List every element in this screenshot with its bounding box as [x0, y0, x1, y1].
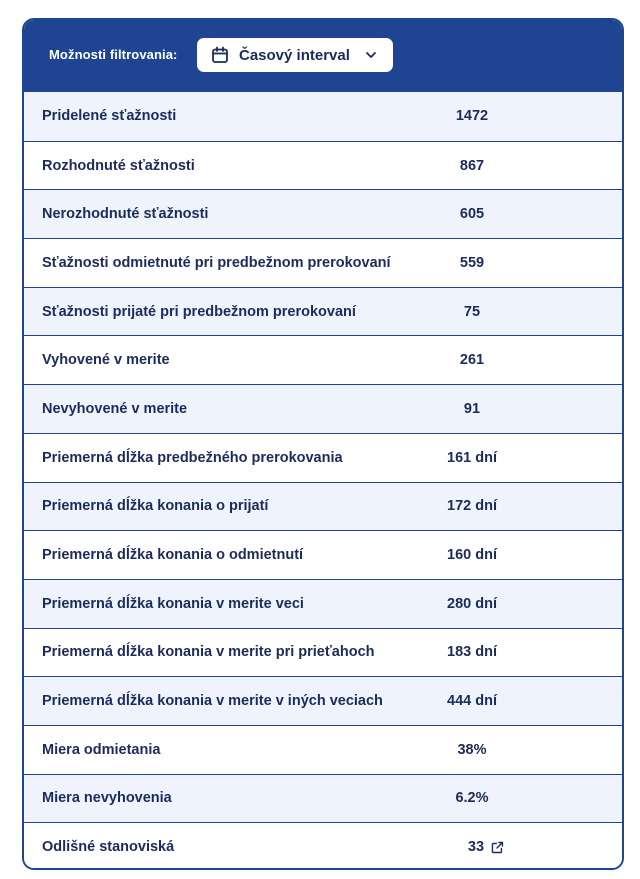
calendar-icon [211, 46, 229, 64]
row-value: 161 dní [447, 449, 497, 466]
row-value: 559 [459, 254, 485, 271]
row-label: Miera nevyhovenia [42, 790, 172, 807]
row-value: 444 dní [447, 693, 497, 710]
row-value: 6.2% [455, 790, 489, 807]
row-value: 867 [459, 157, 485, 174]
row-label: Nerozhodnuté sťažnosti [42, 206, 209, 223]
table-row [24, 189, 622, 238]
table-row [24, 384, 622, 433]
row-label: Priemerná dĺžka konania o odmietnutí [42, 547, 304, 564]
filter-header [24, 20, 622, 92]
row-value: 160 dní [447, 547, 497, 564]
row-label: Miera odmietania [42, 741, 161, 758]
external-link-icon[interactable] [491, 841, 504, 854]
row-value: 261 [459, 352, 485, 369]
filter-label: Možnosti filtrovania: [49, 47, 178, 62]
row-label: Vyhovené v merite [42, 352, 170, 369]
statistics-table [24, 92, 622, 870]
table-row [24, 725, 622, 774]
row-value: 172 dní [447, 498, 497, 515]
row-label: Priemerná dĺžka konania v merite v iných veciach [42, 693, 383, 710]
row-value: 280 dní [447, 595, 497, 612]
row-label: Nevyhovené v merite [42, 400, 188, 417]
row-label: Rozhodnuté sťažnosti [42, 157, 195, 174]
row-label: Priemerná dĺžka predbežného prerokovania [42, 449, 343, 466]
time-interval-dropdown[interactable] [197, 38, 393, 72]
table-row [24, 530, 622, 579]
table-row [24, 92, 622, 141]
table-row [24, 628, 622, 677]
row-label: Priemerná dĺžka konania v merite veci [42, 595, 304, 612]
table-row [24, 579, 622, 628]
row-value: 1472 [455, 108, 489, 125]
table-row [24, 433, 622, 482]
table-row [24, 335, 622, 384]
table-row [24, 287, 622, 336]
table-row [24, 238, 622, 287]
row-value: 75 [463, 303, 481, 320]
row-label: Odlišné stanoviská [42, 839, 175, 856]
row-value: 33 [468, 839, 504, 855]
row-label: Sťažnosti prijaté pri predbežnom prerokovaní [42, 303, 356, 320]
row-label: Sťažnosti odmietnuté pri predbežnom prerokovaní [42, 254, 391, 271]
statistics-card [22, 18, 624, 870]
chevron-down-icon [365, 49, 377, 61]
table-row [24, 822, 622, 870]
row-label: Pridelené sťažnosti [42, 108, 177, 125]
row-value: 183 dní [447, 644, 497, 661]
row-value: 605 [459, 206, 485, 223]
table-row [24, 676, 622, 725]
table-row [24, 141, 622, 190]
table-row [24, 482, 622, 531]
row-value: 38% [457, 741, 487, 758]
table-row [24, 774, 622, 823]
row-value: 91 [463, 400, 481, 417]
row-label: Priemerná dĺžka konania v merite pri prieťahoch [42, 644, 375, 661]
time-interval-label: Časový interval [239, 46, 350, 64]
row-label: Priemerná dĺžka konania o prijatí [42, 498, 269, 515]
